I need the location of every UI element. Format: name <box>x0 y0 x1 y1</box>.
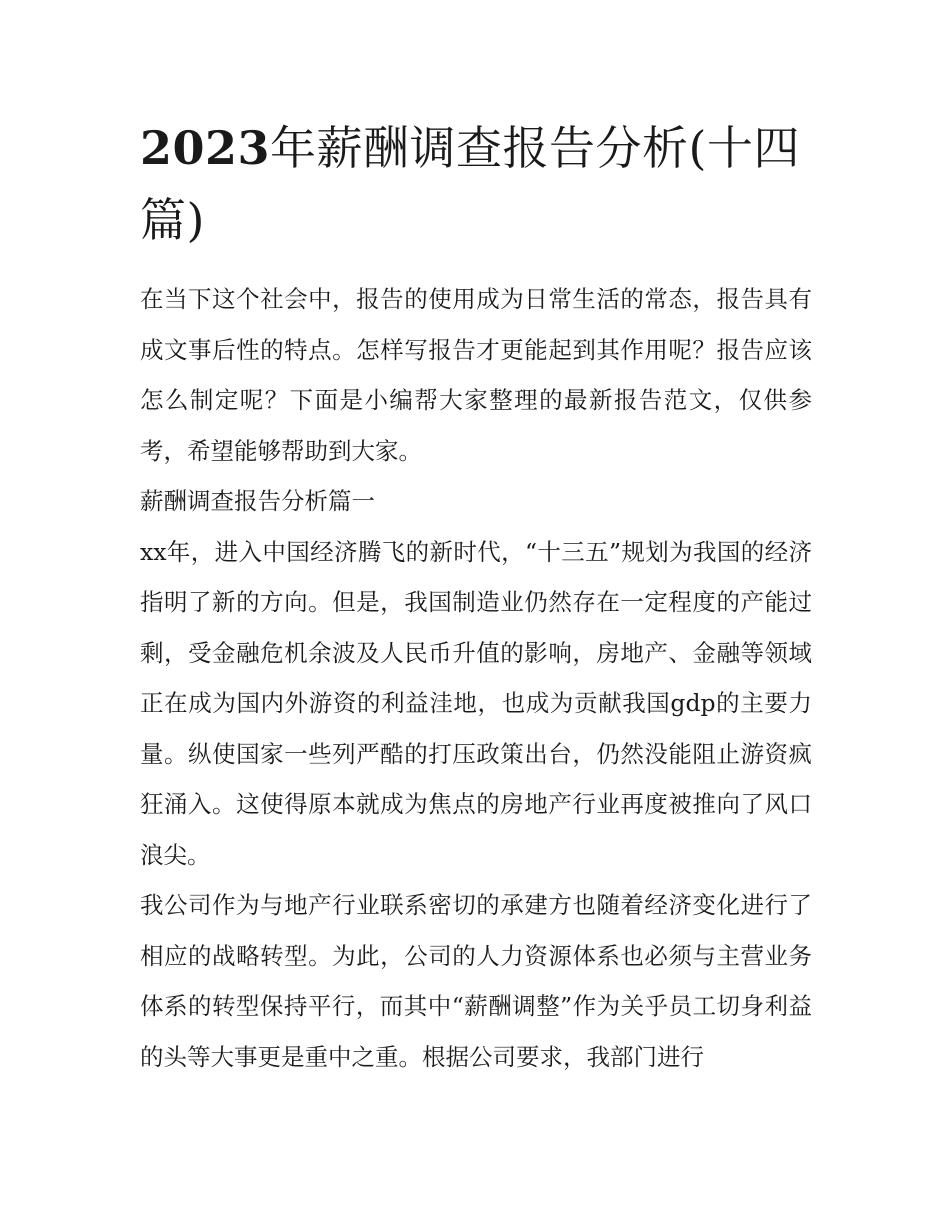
document-title <box>140 112 812 256</box>
intro-paragraph: 在当下这个社会中，报告的使用成为日常生活的常态，报告具有成文事后性的特点。怎样写报告才更能起到其作用呢？报告应该怎么制定呢？下面是小编帮大家整理的最新报告范文，仅供参考，希望能够帮助到大家。 <box>140 285 812 465</box>
document-body <box>140 112 812 1082</box>
body-paragraph: xx年，进入中国经济腾飞的新时代，“十三五”规划为我国的经济指明了新的方向。但是，我国制造业仍然存在一定程度的产能过剩，受金融危机余波及人民币升值的影响，房地产、金融等领域正在成为国内外游资的利益洼地，也成为贡献我国gdp的主要力量。纵使国家一些列严酷的打压政策出台，仍然没能阻止游资疯狂涌入。这使得原本就成为焦点的房地产行业再度被推向了风口浪尖。 <box>140 537 812 869</box>
section-heading: 薪酬调查报告分析篇一 <box>140 487 375 515</box>
title-text: 年薪酬调查报告分析(十四篇) <box>140 121 800 247</box>
title-year: 2023 <box>140 121 271 175</box>
body-paragraph: 我公司作为与地产行业联系密切的承建方也随着经济变化进行了相应的战略转型。为此，公司的人力资源体系也必须与主营业务体系的转型保持平行，而其中“薪酬调整”作为关乎员工切身利益的头等大事更是重中之重。根据公司要求，我部门进行 <box>140 891 812 1071</box>
